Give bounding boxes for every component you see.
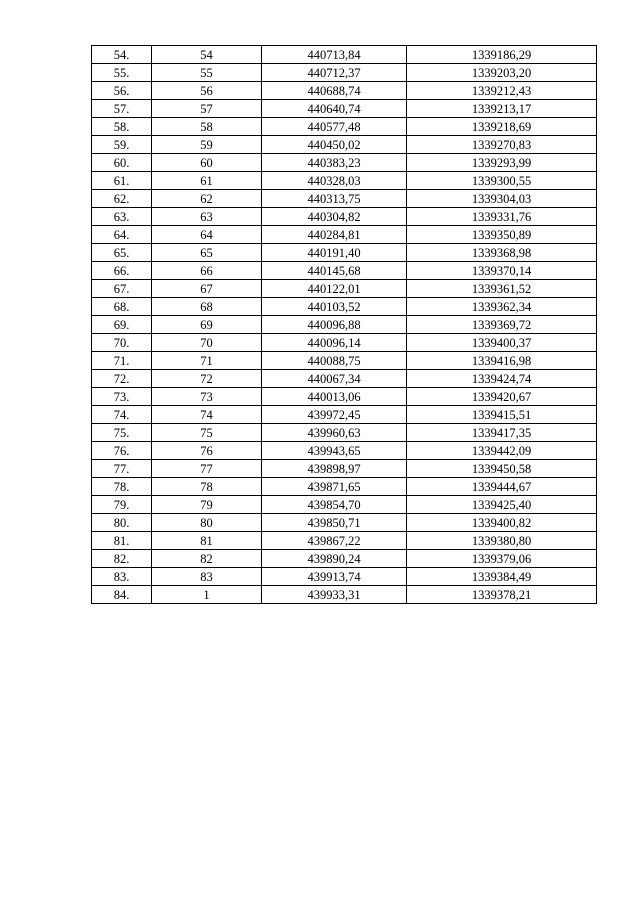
row-number-cell: 58. — [92, 118, 152, 136]
y-coordinate-cell: 1339417,35 — [407, 424, 597, 442]
x-coordinate-cell: 440096,88 — [262, 316, 407, 334]
table-row — [92, 388, 597, 406]
point-number-cell: 75 — [152, 424, 262, 442]
y-coordinate-cell: 1339369,72 — [407, 316, 597, 334]
point-number-cell: 65 — [152, 244, 262, 262]
row-number-cell: 77. — [92, 460, 152, 478]
table-row — [92, 406, 597, 424]
row-number-cell: 71. — [92, 352, 152, 370]
point-number-cell: 71 — [152, 352, 262, 370]
row-number-cell: 59. — [92, 136, 152, 154]
row-number-cell: 65. — [92, 244, 152, 262]
row-number-cell: 67. — [92, 280, 152, 298]
table-row — [92, 190, 597, 208]
y-coordinate-cell: 1339186,29 — [407, 46, 597, 64]
table-row — [92, 514, 597, 532]
y-coordinate-cell: 1339415,51 — [407, 406, 597, 424]
x-coordinate-cell: 439960,63 — [262, 424, 407, 442]
row-number-cell: 57. — [92, 100, 152, 118]
point-number-cell: 67 — [152, 280, 262, 298]
x-coordinate-cell: 439871,65 — [262, 478, 407, 496]
table-row — [92, 586, 597, 604]
point-number-cell: 62 — [152, 190, 262, 208]
y-coordinate-cell: 1339400,37 — [407, 334, 597, 352]
row-number-cell: 62. — [92, 190, 152, 208]
row-number-cell: 68. — [92, 298, 152, 316]
y-coordinate-cell: 1339293,99 — [407, 154, 597, 172]
point-number-cell: 60 — [152, 154, 262, 172]
x-coordinate-cell: 440191,40 — [262, 244, 407, 262]
x-coordinate-cell: 439943,65 — [262, 442, 407, 460]
point-number-cell: 77 — [152, 460, 262, 478]
x-coordinate-cell: 439850,71 — [262, 514, 407, 532]
point-number-cell: 63 — [152, 208, 262, 226]
row-number-cell: 61. — [92, 172, 152, 190]
y-coordinate-cell: 1339368,98 — [407, 244, 597, 262]
point-number-cell: 79 — [152, 496, 262, 514]
table-row — [92, 370, 597, 388]
row-number-cell: 81. — [92, 532, 152, 550]
y-coordinate-cell: 1339420,67 — [407, 388, 597, 406]
x-coordinate-cell: 440304,82 — [262, 208, 407, 226]
table-row — [92, 82, 597, 100]
x-coordinate-cell: 439854,70 — [262, 496, 407, 514]
x-coordinate-cell: 440328,03 — [262, 172, 407, 190]
table-row — [92, 460, 597, 478]
y-coordinate-cell: 1339300,55 — [407, 172, 597, 190]
y-coordinate-cell: 1339370,14 — [407, 262, 597, 280]
x-coordinate-cell: 440383,23 — [262, 154, 407, 172]
point-number-cell: 82 — [152, 550, 262, 568]
table-row — [92, 532, 597, 550]
row-number-cell: 79. — [92, 496, 152, 514]
coordinates-table — [91, 45, 597, 604]
point-number-cell: 68 — [152, 298, 262, 316]
point-number-cell: 55 — [152, 64, 262, 82]
x-coordinate-cell: 440577,48 — [262, 118, 407, 136]
table-row — [92, 316, 597, 334]
point-number-cell: 78 — [152, 478, 262, 496]
point-number-cell: 83 — [152, 568, 262, 586]
point-number-cell: 54 — [152, 46, 262, 64]
x-coordinate-cell: 440688,74 — [262, 82, 407, 100]
row-number-cell: 84. — [92, 586, 152, 604]
y-coordinate-cell: 1339444,67 — [407, 478, 597, 496]
x-coordinate-cell: 440088,75 — [262, 352, 407, 370]
row-number-cell: 60. — [92, 154, 152, 172]
point-number-cell: 1 — [152, 586, 262, 604]
table-row — [92, 334, 597, 352]
row-number-cell: 54. — [92, 46, 152, 64]
y-coordinate-cell: 1339450,58 — [407, 460, 597, 478]
row-number-cell: 72. — [92, 370, 152, 388]
x-coordinate-cell: 440313,75 — [262, 190, 407, 208]
point-number-cell: 57 — [152, 100, 262, 118]
y-coordinate-cell: 1339203,20 — [407, 64, 597, 82]
y-coordinate-cell: 1339361,52 — [407, 280, 597, 298]
point-number-cell: 64 — [152, 226, 262, 244]
y-coordinate-cell: 1339304,03 — [407, 190, 597, 208]
row-number-cell: 83. — [92, 568, 152, 586]
row-number-cell: 70. — [92, 334, 152, 352]
row-number-cell: 76. — [92, 442, 152, 460]
x-coordinate-cell: 440103,52 — [262, 298, 407, 316]
x-coordinate-cell: 440067,34 — [262, 370, 407, 388]
x-coordinate-cell: 440712,37 — [262, 64, 407, 82]
table-row — [92, 568, 597, 586]
y-coordinate-cell: 1339379,06 — [407, 550, 597, 568]
table-row — [92, 424, 597, 442]
table-row — [92, 46, 597, 64]
table-row — [92, 100, 597, 118]
y-coordinate-cell: 1339362,34 — [407, 298, 597, 316]
x-coordinate-cell: 439898,97 — [262, 460, 407, 478]
table-row — [92, 280, 597, 298]
point-number-cell: 66 — [152, 262, 262, 280]
y-coordinate-cell: 1339380,80 — [407, 532, 597, 550]
row-number-cell: 64. — [92, 226, 152, 244]
row-number-cell: 69. — [92, 316, 152, 334]
table-row — [92, 154, 597, 172]
row-number-cell: 63. — [92, 208, 152, 226]
x-coordinate-cell: 440096,14 — [262, 334, 407, 352]
y-coordinate-cell: 1339270,83 — [407, 136, 597, 154]
y-coordinate-cell: 1339416,98 — [407, 352, 597, 370]
table-row — [92, 550, 597, 568]
table-row — [92, 226, 597, 244]
row-number-cell: 66. — [92, 262, 152, 280]
x-coordinate-cell: 440450,02 — [262, 136, 407, 154]
table-row — [92, 352, 597, 370]
point-number-cell: 81 — [152, 532, 262, 550]
point-number-cell: 80 — [152, 514, 262, 532]
x-coordinate-cell: 440284,81 — [262, 226, 407, 244]
x-coordinate-cell: 439913,74 — [262, 568, 407, 586]
x-coordinate-cell: 440145,68 — [262, 262, 407, 280]
x-coordinate-cell: 439867,22 — [262, 532, 407, 550]
row-number-cell: 73. — [92, 388, 152, 406]
table-row — [92, 64, 597, 82]
y-coordinate-cell: 1339212,43 — [407, 82, 597, 100]
x-coordinate-cell: 440640,74 — [262, 100, 407, 118]
x-coordinate-cell: 440013,06 — [262, 388, 407, 406]
y-coordinate-cell: 1339400,82 — [407, 514, 597, 532]
point-number-cell: 73 — [152, 388, 262, 406]
table-row — [92, 262, 597, 280]
x-coordinate-cell: 440713,84 — [262, 46, 407, 64]
y-coordinate-cell: 1339425,40 — [407, 496, 597, 514]
table-row — [92, 298, 597, 316]
row-number-cell: 55. — [92, 64, 152, 82]
point-number-cell: 76 — [152, 442, 262, 460]
x-coordinate-cell: 439972,45 — [262, 406, 407, 424]
y-coordinate-cell: 1339218,69 — [407, 118, 597, 136]
x-coordinate-cell: 440122,01 — [262, 280, 407, 298]
y-coordinate-cell: 1339378,21 — [407, 586, 597, 604]
point-number-cell: 70 — [152, 334, 262, 352]
row-number-cell: 80. — [92, 514, 152, 532]
row-number-cell: 78. — [92, 478, 152, 496]
table-row — [92, 118, 597, 136]
table-row — [92, 172, 597, 190]
row-number-cell: 75. — [92, 424, 152, 442]
y-coordinate-cell: 1339331,76 — [407, 208, 597, 226]
row-number-cell: 74. — [92, 406, 152, 424]
point-number-cell: 72 — [152, 370, 262, 388]
point-number-cell: 59 — [152, 136, 262, 154]
point-number-cell: 56 — [152, 82, 262, 100]
y-coordinate-cell: 1339384,49 — [407, 568, 597, 586]
y-coordinate-cell: 1339213,17 — [407, 100, 597, 118]
point-number-cell: 69 — [152, 316, 262, 334]
point-number-cell: 74 — [152, 406, 262, 424]
table-row — [92, 496, 597, 514]
table-row — [92, 244, 597, 262]
x-coordinate-cell: 439933,31 — [262, 586, 407, 604]
table-row — [92, 208, 597, 226]
table-row — [92, 136, 597, 154]
table-row — [92, 478, 597, 496]
row-number-cell: 82. — [92, 550, 152, 568]
y-coordinate-cell: 1339350,89 — [407, 226, 597, 244]
y-coordinate-cell: 1339424,74 — [407, 370, 597, 388]
x-coordinate-cell: 439890,24 — [262, 550, 407, 568]
row-number-cell: 56. — [92, 82, 152, 100]
point-number-cell: 58 — [152, 118, 262, 136]
coordinates-table-body — [92, 46, 597, 604]
point-number-cell: 61 — [152, 172, 262, 190]
table-row — [92, 442, 597, 460]
y-coordinate-cell: 1339442,09 — [407, 442, 597, 460]
